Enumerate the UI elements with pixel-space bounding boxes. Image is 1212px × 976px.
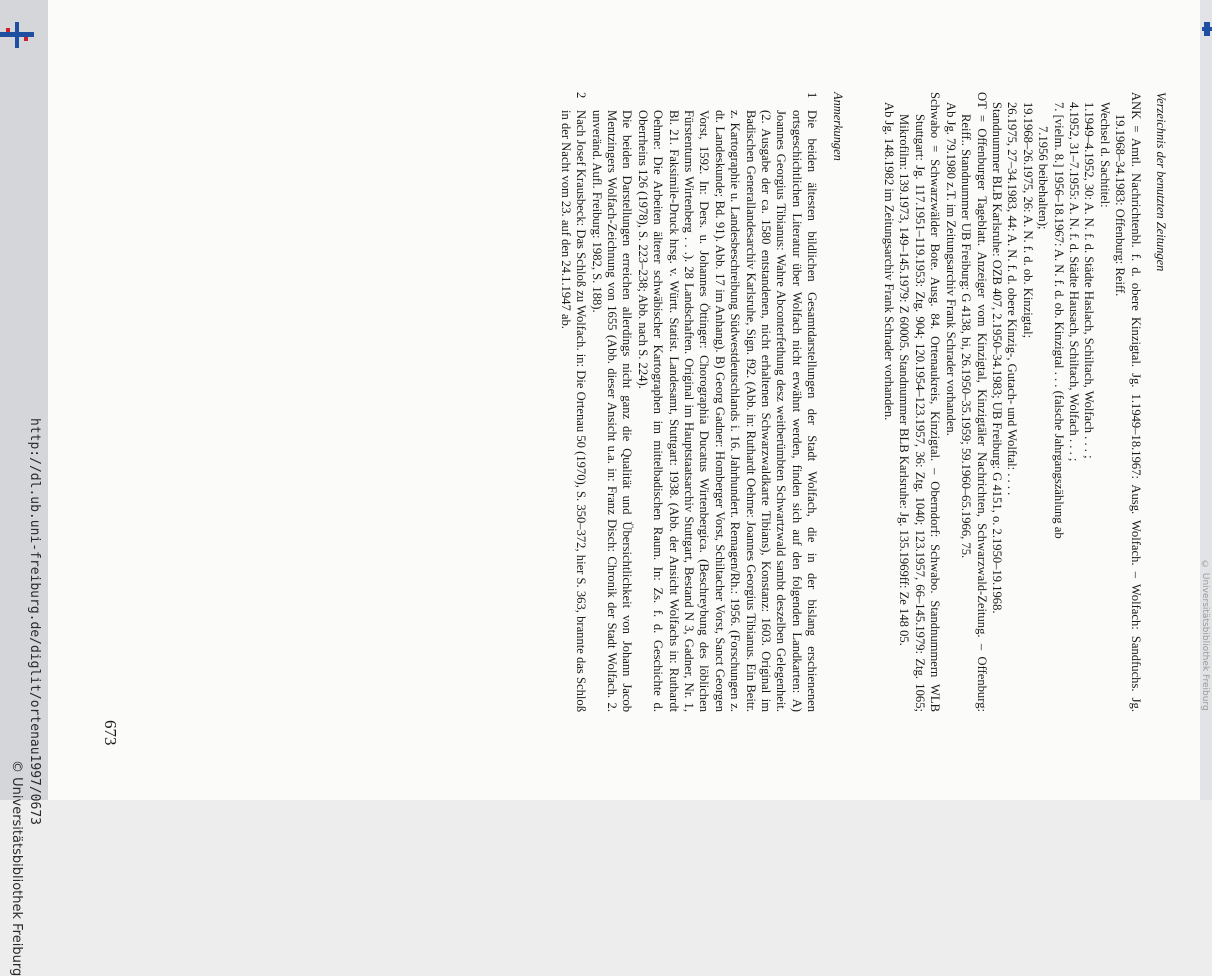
source-url-link[interactable]: http://dl.ub.uni-freiburg.de/diglit/ortenau1997/0673 (27, 418, 42, 825)
newspaper-entry: 4.1952, 31–7.1955: A. N. f. d. Städte Hausach, Schiltach, Wolfach . . . ; (1066, 102, 1081, 462)
viewer-right-strip (1200, 0, 1212, 800)
library-logo-icon (1202, 22, 1212, 36)
footnote-number (588, 92, 634, 110)
newspaper-list (881, 92, 1143, 712)
newspaper-entry: Wechsel d. Sachtitel: (1097, 102, 1112, 208)
section-title: Verzeichnis der benutzten Zeitungen (1154, 92, 1168, 272)
newspaper-entry: 1.1949–4.1952, 30: A. N. f. d. Städte Haslach, Schiltach, Wolfach . . . ; (1082, 102, 1097, 459)
notes-title: Anmerkungen (830, 92, 845, 161)
newspaper-entry: OT = Offenburger Tageblatt. Anzeiger vom Kinzigtal, Kinzigtäler Nachrichten, Schwarzwald-Zeitung. – Offenburg: Reiff.. Standnummer UB Freiburg: G 4138, bi, 26.1950–35.1959; 59.1960–65.1966, 75. (959, 92, 989, 712)
footnote-text: Die beiden Darstellungen erreichen allerdings nicht ganz die Qualität und Übersichtlichkeit von Johann Jacob Mentzingers Wolfach-Zeichnung von 1655 (Abb. dieser Ansicht u.a. in: Franz Disch: Chronik der Stadt Wolfach. 2. unveränd. Aufl. Freiburg: 1982, S. 188). (589, 110, 635, 712)
footnote-number: 1 (805, 92, 820, 99)
page-body (557, 92, 1180, 712)
footnote-text: Die beiden ältesten bildlichen Gesamtdarstellungen der Stadt Wolfach, die in der bislang erschienenen ortsgeschichtlichen Literatur über Wolfach nicht erwähnt werden, finden sich auf den folgenden Landkarten: A) Joannes Georgius Tibianus: Wahre Abconterfethung desz weitberümbten Schwartzwald sambt deszelben Gelegenheit. (2. Ausgabe der ca. 1580 entstandenen, nicht erhaltenen Schwarzwaldkarte Tibians), Konstanz: 1603. Original im Badischen Generallandesarchiv Karlsruhe, Sign. f92. (Abb. in: Ruthardt Oehme: Joannes Georgius Tibianus. Ein Beitr. z. Kartographie u. Landesbeschreibung Südwestdeutschlands i. 16. Jahrhundert. Remagen/Rh.: 1956. (Forschungen z. dt. Landeskunde; Bd. 91). Abb. 17 im Anhang). B) Georg Gadner: Homberger Vorst, Schiltacher Vorst, Sanct Georgen Vorst, 1592. In: Ders. u. Johannes Öttinger: Chorographia Ducatus Wirtenbergica. (Beschreybung des löblichen Fürstentums Wirtenberg . . .). 28 Landschaften. Original im Hauptstaatsarchiv Stuttgart, Bestand N 3, Gadner, Nr. 1, Bl. 21. Faksimile-Druck hrsg. v. Württ. Statist. Landesamt, Stuttgart: 1938. (Abb. der Ansicht Wolfachs in: Ruthardt Oehme: Die Arbeiten älterer schwäbischer Kartographen im mittelbadischen Raum. In: Zs. f. d. Geschichte d. Oberrheins 126 (1978), S. 223–238; Abb. nach S. 224). (635, 110, 820, 712)
newspaper-entry: 7.1956 beibehalten); (1036, 126, 1051, 230)
newspaper-entry: 26.1975, 27–34.1983, 44: A. N. f. d. obere Kinzig-, Gutach- und Wolftal: . . . . (1005, 102, 1020, 496)
newspaper-entry: 19.1968–26.1975, 26: A. N. f. d. ob. Kinzigtal; (1020, 102, 1035, 339)
newspaper-entry: 7. [vielm. 8.] 1956–18.1967: A. N. f. d. ob. Kinzigtal . . . (falsche Jahrgangszählung ab (1051, 102, 1066, 539)
footnote-text: Nach Josef Krausbeck: Das Schloß zu Wolfach. in: Die Ortenau 50 (1970), S. 350–372, hier S. 363, brannte das Schloß in der Nacht vom 23. auf den 24.1.1947 ab. (558, 110, 589, 712)
footnote-number: 2 (574, 92, 589, 99)
viewer-left-strip (0, 0, 48, 976)
newspaper-entry: Ab Jg. 148.1982 im Zeitungsarchiv Frank Schrader vorhanden. (882, 102, 897, 421)
newspaper-entry: ANK = Amtl. Nachrichtenbl. f. d. obere Kinzigtal. Jg. 1.1949–18.1967: Ausg. Wolfach. – Wolfach: Sandfuchs. Jg. 19.1968–34.1983: Offenburg: Reiff. (1113, 92, 1143, 712)
sidebar-text (0, 0, 46, 976)
scanned-page (48, 0, 1200, 800)
newspaper-entry: Standnummer BLB Karlsruhe: OZB 407, 2.1950–34.1983; UB Freiburg: G 4151, o. 2.1950–19.1968. (989, 102, 1004, 614)
rotated-page-content (48, 0, 1200, 800)
footnote (588, 92, 634, 712)
edge-copyright-text: © Universitätsbibliothek Freiburg (1200, 560, 1210, 711)
footnote (557, 92, 588, 712)
copyright-notice: © Universitätsbibliothek Freiburg (9, 760, 24, 976)
newspaper-entry: Ab Jg. 79.1980 z.T. im Zeitungsarchiv Frank Schrader vorhanden. (943, 102, 958, 436)
page-number: 673 (101, 720, 120, 746)
newspaper-entry: Schwabo = Schwarzwälder Bote. Ausg. 84. Ortenaukreis, Kinzigtal. – Oberndorf: Schwabo. Standnummern WLB Stuttgart: Jg. 117.1951–119.1953: Ztg. 904; 120.1954–123.1957, 36: Ztg. 1040; 123.1957, 66–145.1979: Ztg. 1065; Mikrofilm: 139.1973, 149–145.1979: Z 60005. Standnummer BLB Karlsruhe: Jg. 135.1969ff: Ze 148 05. (897, 92, 943, 712)
footnote (634, 92, 819, 712)
notes-list (557, 92, 819, 712)
